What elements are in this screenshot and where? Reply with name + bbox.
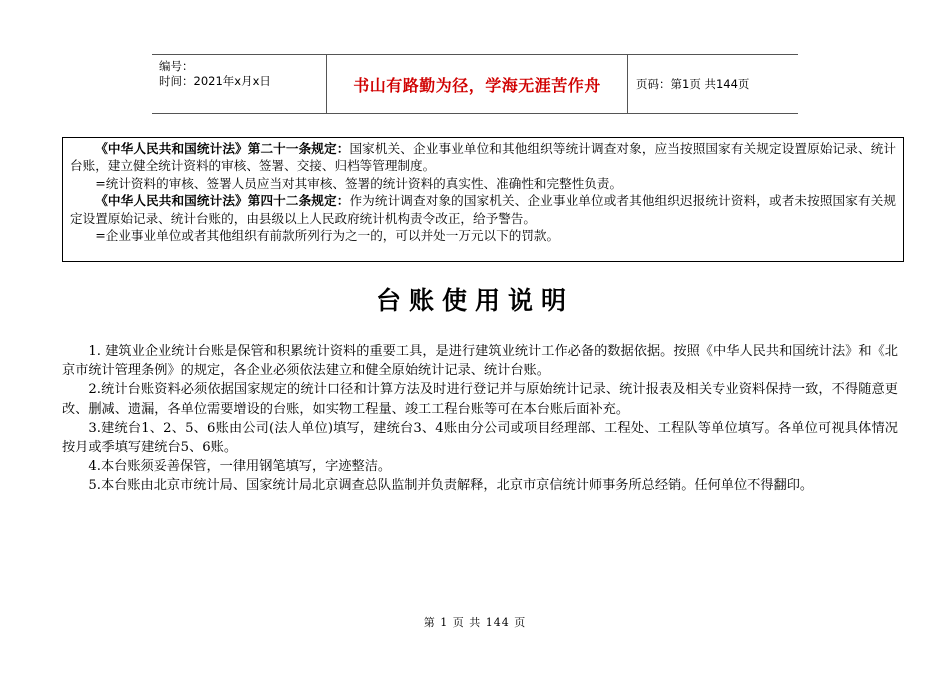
- instruction-3: 3.建统台1、2、5、6账由公司(法人单位)填写，建统台3、4账由分公司或项目经理部、工程处、工程队等单位填写。各单位可视具体情况按月或季填写建统台5、6账。: [62, 420, 898, 456]
- page-title: 台账使用说明: [375, 286, 574, 315]
- instruction-1: 1. 建筑业企业统计台账是保管和积累统计资料的重要工具，是进行建筑业统计工作必备的数据依据。按照《中华人民共和国统计法》和《北京市统计管理条例》的规定，各企业必须依法建立和健全原始统计记录、统计台账。: [62, 344, 898, 379]
- header-motto: 书山有路勤为径，学海无涯苦作舟: [326, 55, 628, 113]
- law-article-42-heading: 《中华人民共和国统计法》第四十二条规定：: [95, 193, 350, 209]
- statistics-law-notice: [62, 137, 904, 262]
- law-article-21: [70, 140, 896, 175]
- document-time-label: 时间：2021年x月x日: [159, 74, 271, 88]
- instruction-2: 2.统计台账资料必须依据国家规定的统计口径和计算方法及时进行登记并与原始统计记录、统计报表及相关专业资料保持一致，不得随意更改、删减、遗漏，各单位需要增设的台账，如实物工程量、竣工工程台账等可在本台账后面补充。: [62, 382, 898, 417]
- law-article-21-heading: 《中华人民共和国统计法》第二十一条规定：: [95, 141, 350, 156]
- law-article-42-clause: =企业事业单位或者其他组织有前款所列行为之一的，可以并处一万元以下的罚款。: [95, 228, 560, 244]
- usage-instructions: [62, 342, 898, 496]
- instruction-5: 5.本台账由北京市统计局、国家统计局北京调查总队监制并负责解释，北京市京信统计师事务所总经销。任何单位不得翻印。: [88, 478, 814, 494]
- law-article-21-clause: =统计资料的审核、签署人员应当对其审核、签署的统计资料的真实性、准确性和完整性负责。: [95, 175, 623, 191]
- page-header: [152, 54, 798, 114]
- law-article-42: [70, 192, 896, 227]
- law-article-21-text: 国家机关、企业事业单位和其他组织等统计调查对象，应当按照国家有关规定设置原始记录、统计台账，建立健全统计资料的审核、签署、交接、归档等管理制度。: [70, 141, 897, 174]
- document-number-label: 编号：: [159, 59, 194, 73]
- page-footer: 第 1 页 共 144 页: [423, 616, 527, 629]
- header-page-info: 页码：第1页 共144页: [636, 77, 750, 91]
- header-meta: [152, 55, 326, 113]
- instruction-4: 4.本台账须妥善保管，一律用钢笔填写，字迹整洁。: [88, 459, 392, 475]
- law-article-42-text: 作为统计调查对象的国家机关、企业事业单位或者其他组织迟报统计资料，或者未按照国家有关规定设置原始记录、统计台账的，由县级以上人民政府统计机构责令改正，给予警告。: [70, 193, 897, 226]
